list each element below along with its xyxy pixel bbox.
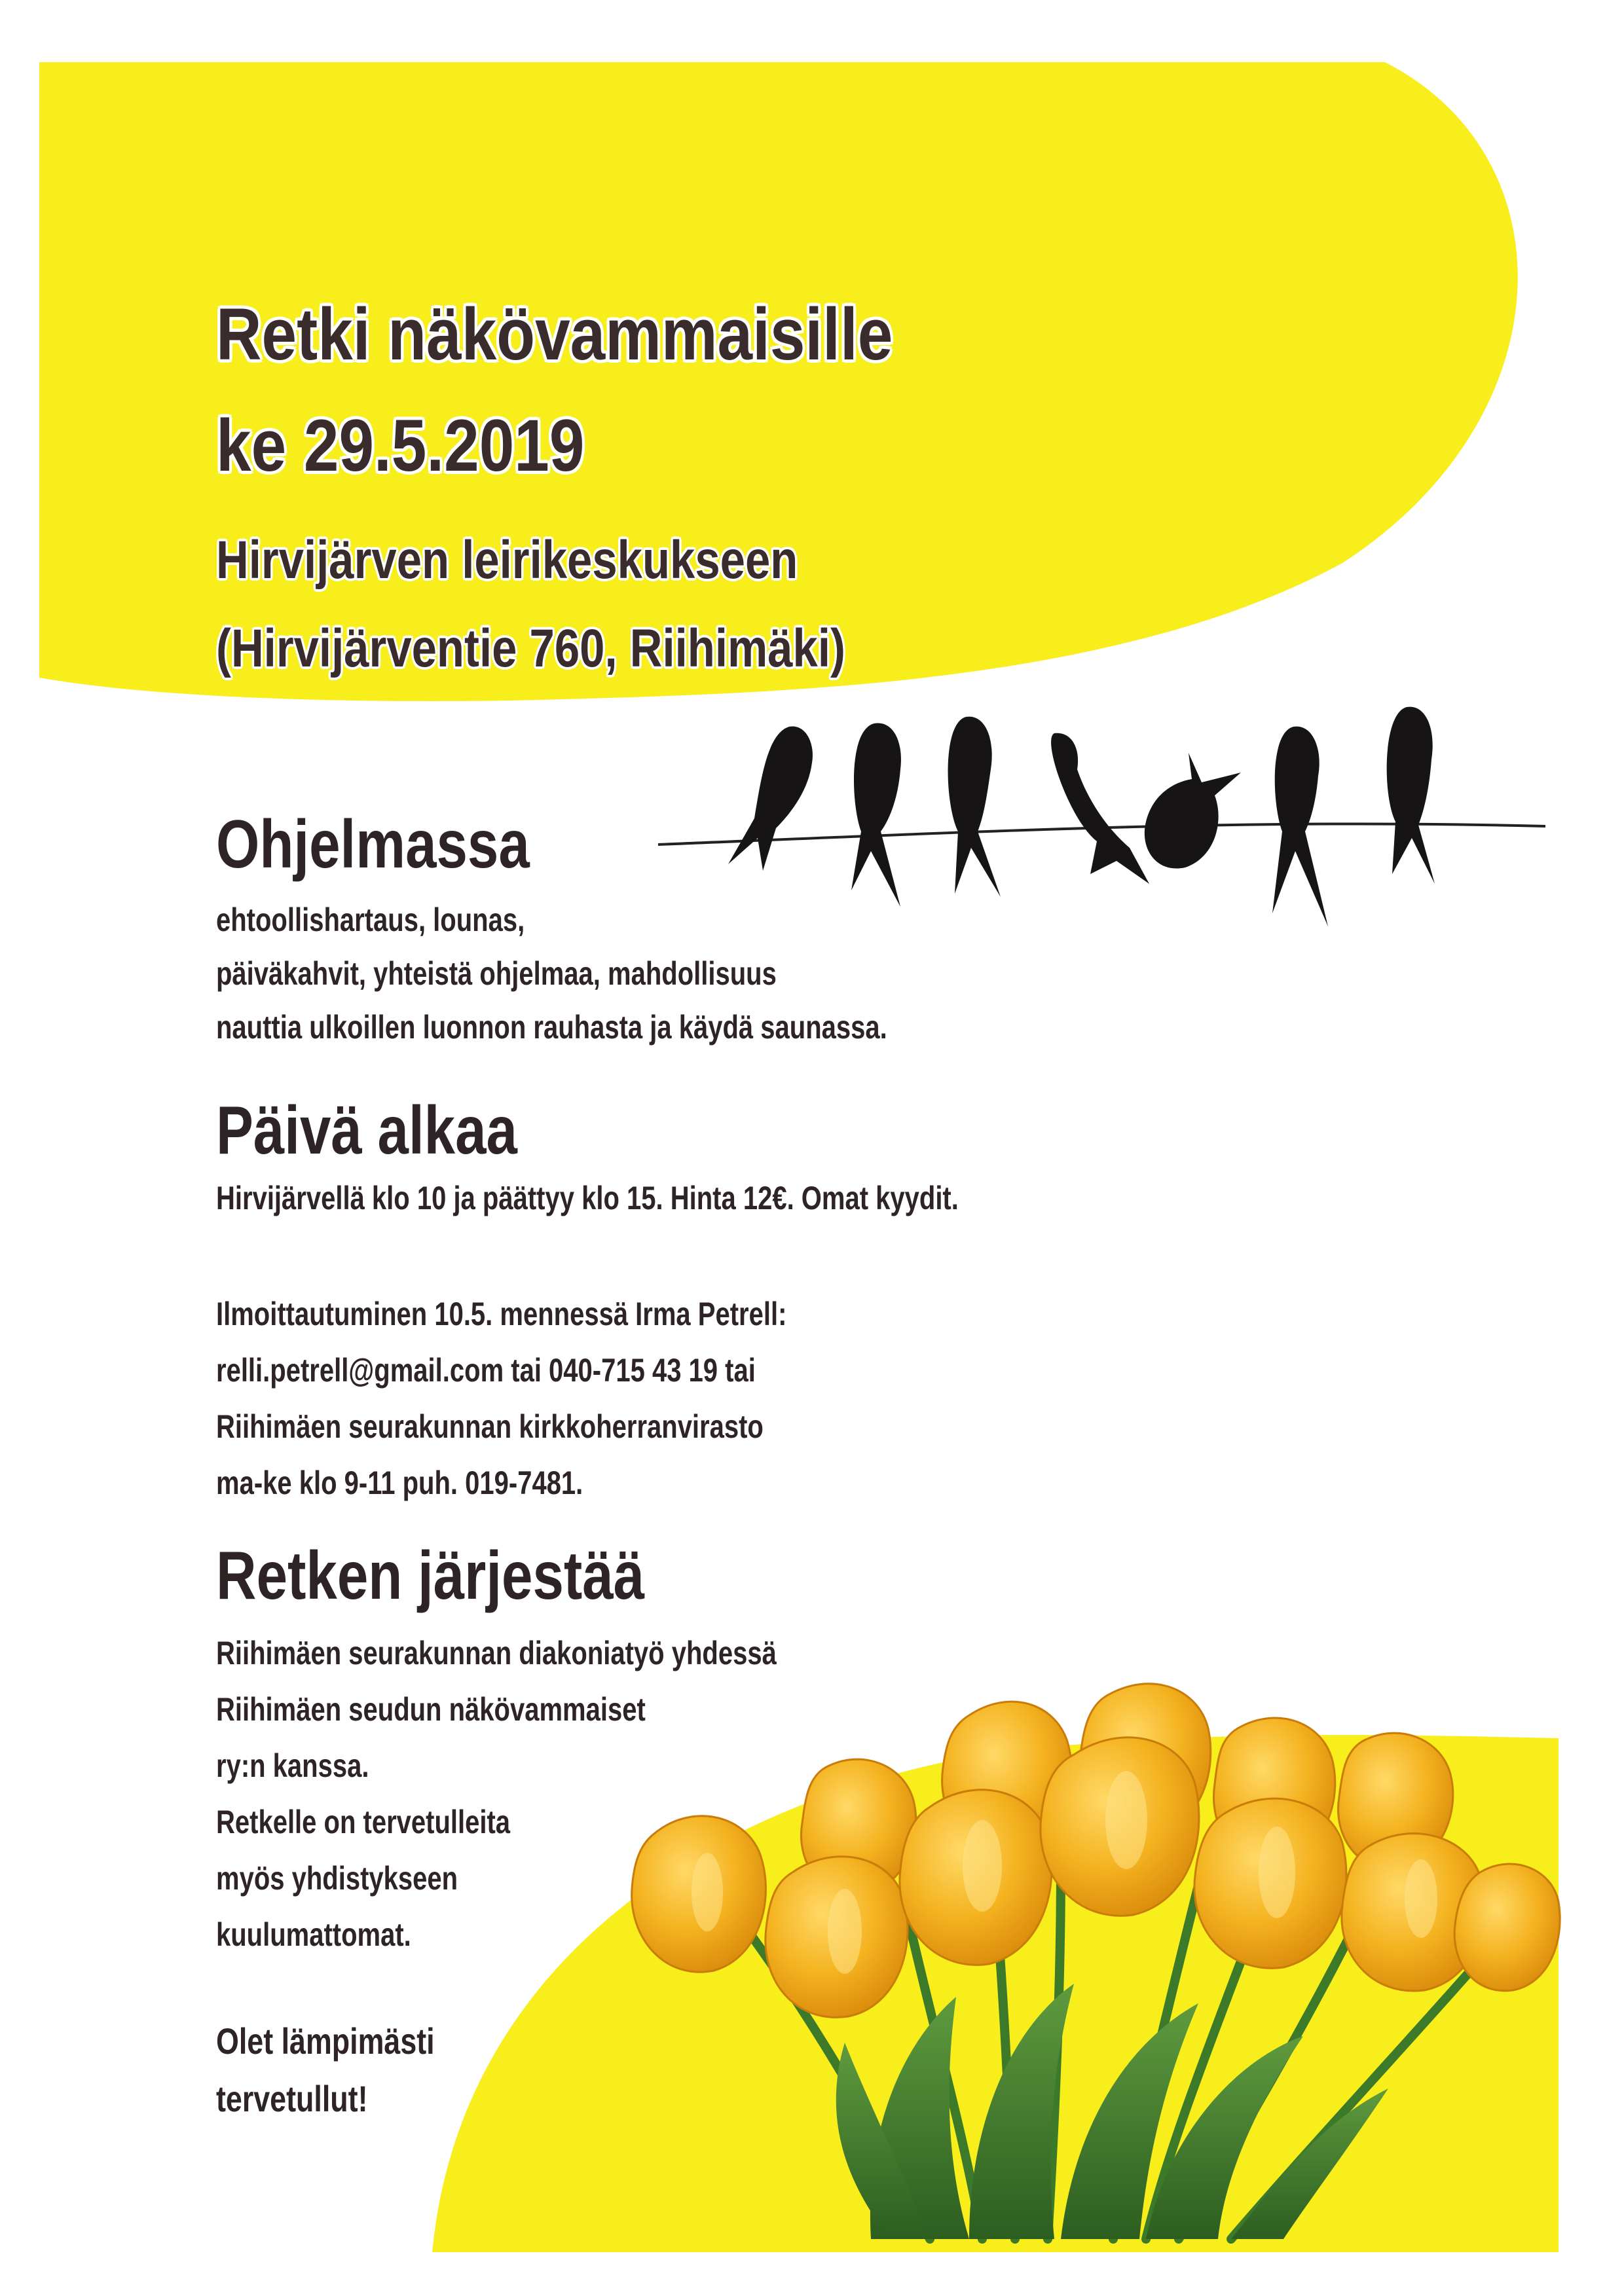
top-yellow-shape [39,62,1518,701]
registration-hours: ma-ke klo 9-11 puh. 019-7481. [216,1465,583,1501]
organizer-line-2: Riihimäen seudun näkövammaiset [216,1691,646,1728]
program-line-2: päiväkahvit, yhteistä ohjelmaa, mahdollisuus [216,955,777,992]
organizer-line-3: ry:n kanssa. [216,1747,369,1784]
swallows-on-wire [658,707,1545,926]
welcome-line-2: tervetullut! [216,2078,368,2119]
registration-line-3: Riihimäen seurakunnan kirkkoherranvirasto [216,1408,764,1445]
organizer-line-1: Riihimäen seurakunnan diakoniatyö yhdessä [216,1635,777,1671]
event-location: Hirvijärven leirikeskukseen [216,530,798,590]
day-details: Hirvijärvellä klo 10 ja päättyy klo 15. Hinta 12€. Omat kyydit. [216,1180,959,1216]
organizer-line-5: myös yhdistykseen [216,1860,458,1897]
organizer-heading: Retken järjestää [216,1538,645,1614]
registration-line-1: Ilmoittautuminen 10.5. mennessä Irma Petrell: [216,1296,787,1332]
day-heading: Päivä alkaa [216,1093,517,1169]
program-line-1: ehtoollishartaus, lounas, [216,902,525,938]
event-date: ke 29.5.2019 [216,405,585,486]
organizer-line-6: kuulumattomat. [216,1916,411,1953]
program-heading: Ohjelmassa [216,807,530,883]
program-line-3: nauttia ulkoillen luonnon rauhasta ja käydä saunassa. [216,1009,887,1046]
registration-contact: relli.petrell@gmail.com tai 040-715 43 19 tai [216,1352,756,1389]
organizer-line-4: Retkelle on tervetulleita [216,1804,511,1840]
event-address: (Hirvijärventie 760, Riihimäki) [216,619,845,678]
event-title: Retki näkövammaisille [216,293,893,375]
welcome-line-1: Olet lämpimästi [216,2020,435,2062]
